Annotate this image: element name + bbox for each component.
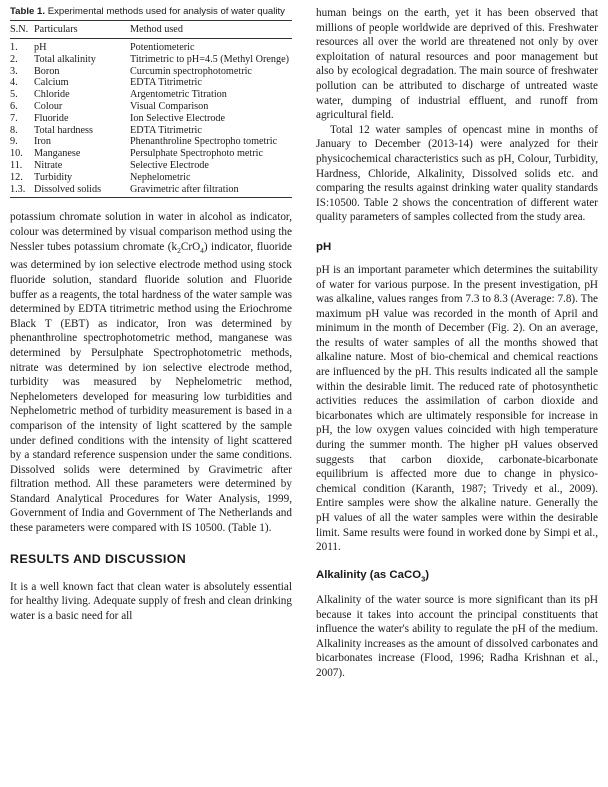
results-heading: RESULTS AND DISCUSSION: [10, 551, 187, 566]
alkalinity-paragraph: Alkalinity of the water source is more significant than its pH because it takes into account the principal constituents that influence the water's ability to regulate the pH of the medium. Alkalinity increases as the amount of dissolved carbonates and bicarbonates increase (Flood, 1996; Radha Krishnan et al., 2007).: [316, 594, 598, 680]
right-column: [316, 6, 598, 681]
table-row: [10, 66, 292, 78]
cell-particular: Total alkalinity: [34, 53, 96, 65]
cell-method: Persulphate Spectrophoto metric: [130, 148, 263, 160]
cell-method: EDTA Titrimetric: [130, 124, 202, 136]
alkalinity-heading-text: Alkalinity (as CaCO: [316, 568, 422, 581]
methods-table: [10, 20, 292, 198]
cell-particular: Total hardness: [34, 124, 93, 136]
methods-text-c: ) indicator, fluoride was determined by ion selective electrode method using stock fluoride solution, standard fluoride solution and Fluoride buffer as a reagents, the total hardness of the water sample was determined by EDTA titrimetric method using the Eriochrome Black T (EBT) as indicator, Iron was determined by phenanthroline spectrophotometric method, manganese was determined by Persulphate Spectrophotometric methods, nitrate was determined by ion selective electrode method, turbidity was measured by Nephelometric method, Nephelometers developed for measuring low turbidities and Nephelometric method of turbidity measurement is based in a comparison of the intensity of light scattered by the sample under defined conditions with the intensity of light scattered by a standard reference suspension under the same conditions. Dissolved solids were determined by Gravimetric after filtration method. All these parameters were determined by Standard Analytical Procedures for Water Analysis, 1999, Government of India and Government of The Netherlands and these parameters were compared with IS 10500. (Table 1).: [10, 240, 292, 535]
cell-particular: Nitrate: [34, 159, 63, 171]
cell-method: Argentometric Titration: [130, 89, 227, 101]
cell-sn: 5.: [10, 89, 18, 101]
table-caption-label: Table 1.: [10, 6, 46, 17]
header-method: Method used: [130, 21, 292, 39]
table-row: [10, 77, 292, 89]
alkalinity-heading-close: ): [425, 568, 430, 581]
cell-method: EDTA Titrimetric: [130, 77, 202, 89]
cell-method: Ion Selective Electrode: [130, 112, 226, 124]
table-row: [10, 136, 292, 148]
methods-paragraph: [10, 210, 292, 535]
table-row: [10, 172, 292, 184]
cell-method: Titrimetric to pH=4.5 (Methyl Orenge): [130, 53, 290, 65]
methods-sub-2: 4: [200, 245, 204, 255]
cell-particular: Iron: [34, 136, 51, 148]
cell-sn: 1.: [10, 42, 18, 53]
methods-text-b: CrO: [180, 240, 201, 253]
cell-method: Selective Electrode: [130, 159, 209, 171]
cell-particular: Fluoride: [34, 112, 69, 124]
cell-method: Curcumin spectrophotometric: [130, 65, 252, 77]
cell-sn: 6.: [10, 100, 18, 112]
table-row: [10, 184, 292, 198]
cell-particular: Calcium: [34, 77, 69, 89]
cell-sn: 9.: [10, 136, 18, 148]
cell-sn: 12.: [10, 171, 23, 183]
table-caption: [10, 6, 292, 18]
cell-sn: 11.: [10, 159, 23, 171]
alkalinity-heading-sub: 3: [421, 574, 426, 584]
cell-particular: Manganese: [34, 148, 81, 160]
cell-sn: 2.: [10, 53, 18, 65]
cell-sn: 7.: [10, 112, 18, 124]
table-caption-text: Experimental methods used for analysis of water quality: [47, 6, 285, 17]
table-row: [10, 39, 292, 54]
alkalinity-heading: [316, 569, 598, 583]
cell-sn: 3.: [10, 65, 18, 77]
left-column: [10, 6, 292, 623]
freshwater-paragraph: human beings on the earth, yet it has been observed that millions of people worldwide are deprived of this. Freshwater resources all over the world are threatened not only by over exploitation of natural resources and poor management but also by ecological degradation. The main source of freshwater pollution can be attributed to discharge of untreated waste water, dumping of industrial effluent, and runoff from agricultural field.: [316, 7, 598, 122]
cell-particular: Turbidity: [34, 171, 73, 183]
table-row: [10, 125, 292, 137]
cell-sn: 8.: [10, 124, 18, 136]
cell-particular: pH: [34, 42, 47, 53]
cell-particular: Boron: [34, 65, 60, 77]
table-row: [10, 54, 292, 66]
table-row: [10, 101, 292, 113]
methods-sub-1: 2: [177, 245, 181, 255]
cell-sn: 1.3.: [10, 184, 34, 198]
methods-text-a: potassium chromate solution in water in alcohol as indicator, colour was determined by visual comparison method using the Nessler tubes potassium chromate (k: [10, 211, 292, 253]
header-sn: S.N.: [10, 21, 34, 39]
table-body: [10, 39, 292, 198]
table-row: [10, 89, 292, 101]
cell-method: Visual Comparison: [130, 100, 209, 112]
cell-particular: Chloride: [34, 89, 70, 101]
results-intro-paragraph: It is a well known fact that clean water is absolutely essential for healthy living. Adequate supply of fresh and clean drinking water is a basic need for all: [10, 580, 292, 622]
cell-method: Nephelometric: [130, 171, 191, 183]
ph-paragraph: pH is an important parameter which determines the suitability of water for various purpose. In the present investigation, pH was alkaline, values ranges from 7.3 to 8.3 (Average: 7.8). The maximum pH value was recorded in the month of April and minimum in the month of December (Fig. 2). On an average, the results of water samples of all the months showed that alkaline nature. Most of bio-chemical and chemical reactions are influenced by the pH. This results indicated all the sample within the desirable limit. The reduced rate of photosynthetic activities reduces the assimilation of carbon dioxide and bicarbonates which are ultimately responsible for increase in pH, the low oxygen values coincided with high temperature during the summer month. The higher pH values observed suggests that carbon dioxide, carbonate-bicarbonate equilibrium is affected more due to change in physico-chemical condition (Karanth, 1987; Trivedy et al., 2009). Entire samples were show the alkaline nature. Generally the pH values of all the water samples were within the desirable limit. Same results were found in worked done by Simpi et al., 2011.: [316, 263, 598, 554]
cell-method: Potentiometeric: [130, 42, 195, 53]
ph-heading: pH: [316, 240, 332, 253]
cell-sn: 4.: [10, 77, 18, 89]
samples-paragraph: Total 12 water samples of opencast mine in months of January to December (2013-14) were analyzed for their physicochemical characteristics such as pH, Colour, Turbidity, Hardness, Chloride, Alkalinity, Dissolved solids etc. and comparing the results against drinking water quality standards IS:10500. Table 2 shows the concentration of different water quality parameters of samples collected from the study area.: [316, 123, 598, 224]
cell-sn: 10.: [10, 148, 23, 160]
table-row: [10, 160, 292, 172]
header-particulars: Particulars: [34, 21, 130, 39]
cell-particular: Colour: [34, 100, 63, 112]
cell-method: Phenanthroline Spectropho tometric: [130, 136, 278, 148]
cell-method: Gravimetric after filtration: [130, 184, 292, 198]
table-header-row: [10, 21, 292, 39]
table-row: [10, 148, 292, 160]
cell-particular: Dissolved solids: [34, 184, 130, 198]
table-row: [10, 113, 292, 125]
